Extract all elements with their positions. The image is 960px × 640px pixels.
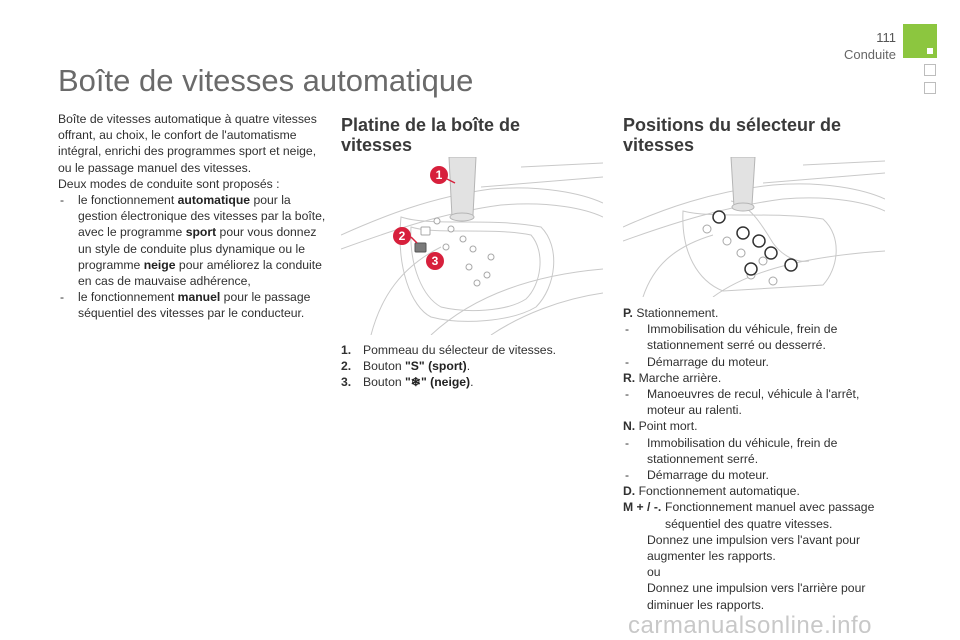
selector-drawing (623, 157, 885, 297)
callout-2-label: 2 (398, 229, 406, 243)
action-upshift: Donnez une impulsion vers l'avant pour augmenter les rapports. (647, 532, 861, 564)
callout-1-label: 1 (435, 168, 443, 182)
chapter-box-2 (924, 82, 936, 94)
mode-automatic: - le fonctionnement automatique pour la gestion électronique des vitesses par la boîte, avec le programme sport pour vous donnez un style de conduite plus dynamique ou le programme neige pour améliorez la conduite en cas de mauvaise adhérence, (60, 193, 326, 289)
gearbox-drawing (341, 157, 603, 335)
chapter-box-1 (924, 64, 936, 76)
page-number: 111 (876, 30, 896, 45)
or-label: ou (647, 565, 661, 580)
position-p: P. Stationnement. (623, 306, 719, 320)
watermark: carmanualsonline.info (628, 612, 872, 639)
positions-list (623, 305, 885, 613)
position-r-detail: - Manoeuvres de recul, véhicule à l'arrêt, moteur au ralenti. (625, 387, 860, 418)
position-n-detail: - Immobilisation du véhicule, frein de stationnement serré. (625, 435, 838, 466)
legend-item: 2. Bouton "S" (sport). (341, 359, 471, 374)
intro-text (58, 111, 326, 322)
section-tab-marker (927, 48, 933, 54)
mode-manual: - le fonctionnement manuel pour le passage séquentiel des vitesses par le conducteur. (60, 290, 311, 321)
position-r: R. Marche arrière. (623, 370, 722, 385)
page-title: Boîte de vitesses automatique (58, 63, 474, 98)
platine-heading: Platine de la boîte de vitesses (341, 115, 521, 155)
position-p-detail: - Démarrage du moteur. (625, 354, 769, 369)
action-downshift: Donnez une impulsion vers l'arrière pour diminuer les rapports. (647, 581, 866, 612)
platine-legend (341, 342, 581, 391)
position-m: M + / -. Fonctionnement manuel avec passage séquentiel des quatre vitesses. (623, 500, 875, 531)
section-name: Conduite (843, 47, 896, 62)
gear-selector-illustration (341, 157, 603, 335)
selector-positions-illustration (623, 157, 885, 297)
callout-3-label: 3 (431, 254, 439, 268)
legend-item: 3. Bouton "❄" (neige). (341, 375, 474, 390)
position-n-detail: - Démarrage du moteur. (625, 468, 769, 483)
legend-item: 1. Pommeau du sélecteur de vitesses. (341, 343, 557, 357)
intro-paragraph: Boîte de vitesses automatique à quatre vitesses offrant, au choix, le confort de l'automatisme intégral, enrichi des programmes sport et neige, ou le passage manuel des vitesses. (58, 112, 317, 175)
section-tab[interactable] (903, 24, 937, 58)
position-d: D. Fonctionnement automatique. (623, 484, 800, 499)
modes-intro: Deux modes de conduite sont proposés : (58, 176, 280, 191)
position-p-detail: - Immobilisation du véhicule, frein de stationnement serré ou desserré. (625, 322, 838, 353)
positions-heading: Positions du sélecteur de vitesses (623, 115, 842, 155)
position-n: N. Point mort. (623, 419, 698, 434)
